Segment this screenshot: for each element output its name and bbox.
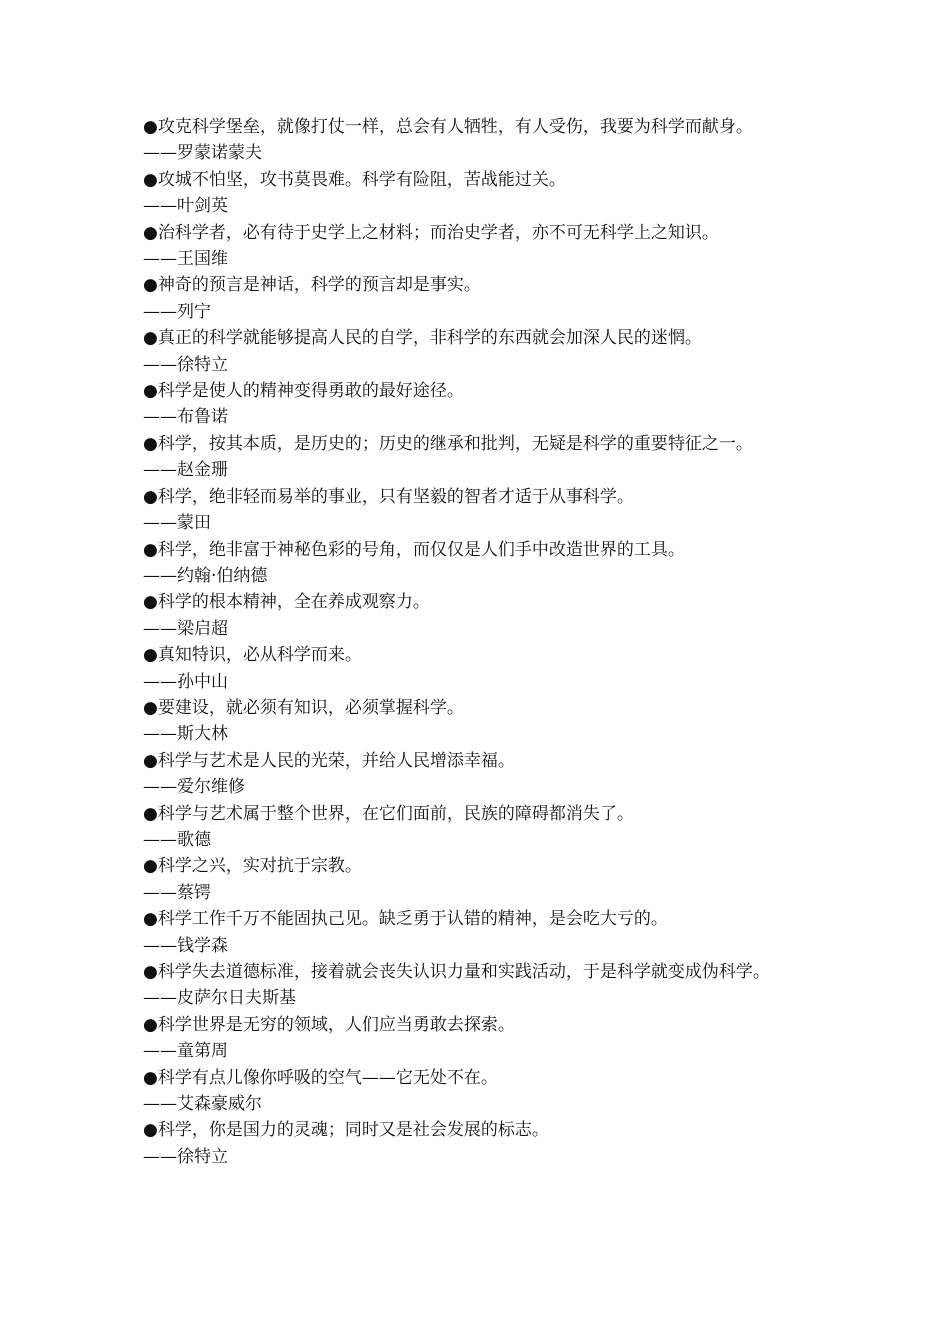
quote-text: ●要建设，就必须有知识，必须掌握科学。 xyxy=(143,697,464,718)
quote-text: ●科学失去道德标准，接着就会丧失认识力量和实践活动，于是科学就变成伪科学。 xyxy=(143,962,770,982)
quote-author: ——蒙田 xyxy=(143,513,211,534)
quote-text: ●治科学者，必有待于史学上之材料；而治史学者，亦不可无科学上之知识。 xyxy=(143,222,719,243)
quote-author: ——皮萨尔日夫斯基 xyxy=(143,988,296,1009)
quote-text: ●科学世界是无穷的领域，人们应当勇敢去探索。 xyxy=(143,1014,515,1035)
quote-item xyxy=(143,642,823,695)
quote-text: ●科学工作千万不能固执己见。缺乏勇于认错的精神，是会吃大亏的。 xyxy=(143,909,668,930)
quote-text: ●科学与艺术属于整个世界，在它们面前，民族的障碍都消失了。 xyxy=(143,803,634,824)
quote-item xyxy=(143,1012,823,1065)
quote-item xyxy=(143,906,823,959)
quote-item xyxy=(143,695,823,748)
quote-item xyxy=(143,589,823,642)
quote-author: ——歌德 xyxy=(143,829,211,850)
quote-text: ●科学之兴，实对抗于宗教。 xyxy=(143,856,362,877)
quote-item xyxy=(143,959,823,1012)
quote-author: ——钱学森 xyxy=(143,935,228,956)
quote-author: ——艾森豪威尔 xyxy=(143,1094,262,1115)
quote-author: ——叶剑英 xyxy=(143,196,228,217)
quote-text: ●科学与艺术是人民的光荣，并给人民增添幸福。 xyxy=(143,750,515,771)
quote-item xyxy=(143,431,823,484)
quote-text: ●真正的科学就能够提高人民的自学，非科学的东西就会加深人民的迷惘。 xyxy=(143,328,702,349)
quote-text: ●科学，绝非富于神秘色彩的号角，而仅仅是人们手中改造世界的工具。 xyxy=(143,539,685,560)
quote-text: ●科学有点儿像你呼吸的空气——它无处不在。 xyxy=(143,1067,498,1088)
quote-item xyxy=(143,1065,823,1118)
quote-item xyxy=(143,853,823,906)
quote-text: ●神奇的预言是神话，科学的预言却是事实。 xyxy=(143,275,481,296)
quote-author: ——罗蒙诺蒙夫 xyxy=(143,143,262,164)
quote-item xyxy=(143,114,823,167)
quote-author: ——孙中山 xyxy=(143,671,228,692)
quote-item xyxy=(143,484,823,537)
quote-author: ——爱尔维修 xyxy=(143,777,245,798)
quote-author: ——布鲁诺 xyxy=(143,407,228,428)
quote-text: ●科学，你是国力的灵魂；同时又是社会发展的标志。 xyxy=(143,1120,549,1141)
quote-author: ——蔡锷 xyxy=(143,882,211,903)
quote-item xyxy=(143,748,823,801)
quote-text: ●攻城不怕坚，攻书莫畏难。科学有险阻，苦战能过关。 xyxy=(143,169,566,190)
quote-item xyxy=(143,1117,823,1170)
quote-text: ●科学的根本精神，全在养成观察力。 xyxy=(143,592,430,613)
quote-text: ●科学是使人的精神变得勇敢的最好途径。 xyxy=(143,381,464,402)
quote-author: ——赵金珊 xyxy=(143,460,228,481)
quote-author: ——列宁 xyxy=(143,301,211,322)
quote-author: ——王国维 xyxy=(143,249,228,270)
quote-item xyxy=(143,801,823,854)
quote-text: ●真知特识，必从科学而来。 xyxy=(143,645,362,666)
quote-text: ●攻克科学堡垒，就像打仗一样，总会有人牺牲，有人受伤，我要为科学而献身。 xyxy=(143,117,753,137)
quote-text: ●科学，按其本质，是历史的；历史的继承和批判，无疑是科学的重要特征之一。 xyxy=(143,433,753,454)
quote-author: ——约翰·伯纳德 xyxy=(143,565,268,586)
quote-item xyxy=(143,220,823,273)
quote-item xyxy=(143,272,823,325)
quote-item xyxy=(143,325,823,378)
quote-author: ——徐特立 xyxy=(143,354,228,375)
document-page xyxy=(143,114,823,1170)
quote-author: ——梁启超 xyxy=(143,618,228,639)
quote-author: ——童第周 xyxy=(143,1041,228,1062)
quote-item xyxy=(143,378,823,431)
quote-author: ——徐特立 xyxy=(143,1146,228,1167)
quote-item xyxy=(143,167,823,220)
quote-text: ●科学，绝非轻而易举的事业，只有坚毅的智者才适于从事科学。 xyxy=(143,486,634,507)
quote-author: ——斯大林 xyxy=(143,724,228,745)
quote-item xyxy=(143,537,823,590)
